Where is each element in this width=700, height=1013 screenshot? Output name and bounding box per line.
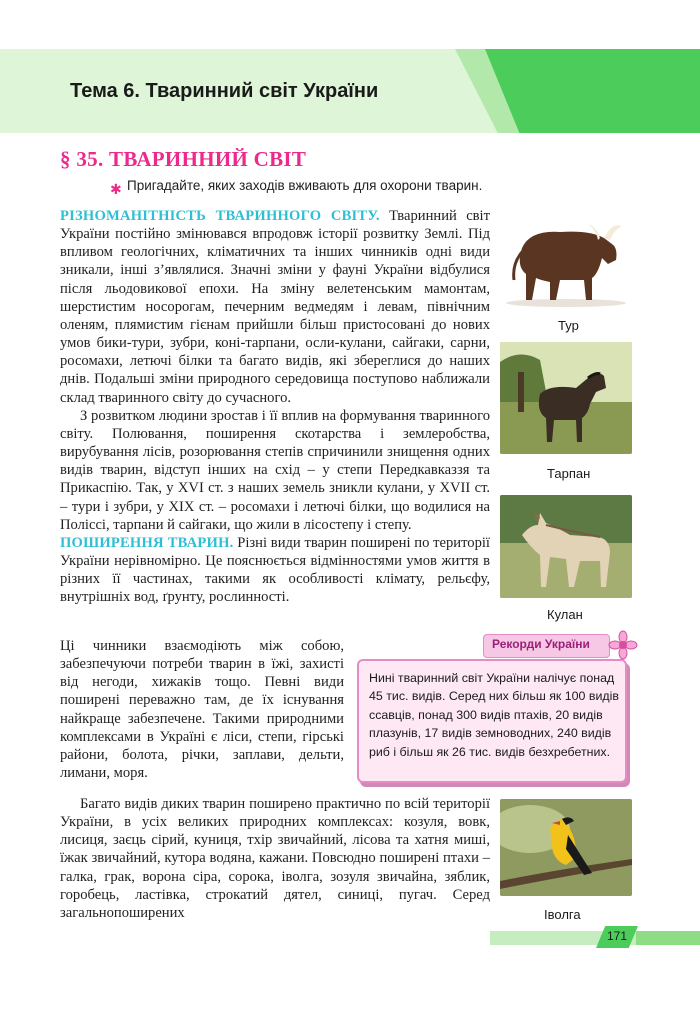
aurochs-image xyxy=(500,208,632,308)
main-text-column xyxy=(60,207,490,606)
heading-diversity: РІЗНОМАНІТНІСТЬ ТВАРИННОГО СВІТУ. xyxy=(60,208,380,224)
topic-title: Тема 6. Тваринний світ України xyxy=(70,80,379,102)
narrow-text-column xyxy=(60,637,344,782)
flower-icon xyxy=(608,630,638,660)
paragraph-distribution-body: Різні види тварин поширені по території України нерівномірно. Це пояснюється відмінностями умов життя в різних її частинах, такими як особливості клімату, рельєфу, внутрішніх вод, ґрунту, рослинності. xyxy=(60,534,490,606)
section-title: § 35. ТВАРИННИЙ СВІТ xyxy=(60,147,307,171)
kulan-image xyxy=(500,495,632,598)
caption-aurochs: Тур xyxy=(558,318,579,333)
records-text: Нині тваринний світ України налічує понад 45 тис. видів. Серед них більш як 100 видів ссавців, понад 300 видів птахів, 20 видів плазунів, 17 видів земноводних, 240 видів риб і більш як 26 тис. видів безхребетних. xyxy=(369,671,619,759)
tarpan-image xyxy=(500,342,632,454)
paragraph-widespread: Багато видів диких тварин поширено практично по всій території України, в усіх великих природних комплексах: козуля, вовк, лисиця, заєць сірий, куниця, тхір звичайний, лісова та хатня миші, їжак звичайний, кутора водяна, кажани. Повсюдно поширені птахи – галка, грак, ворона сіра, сорока, іволга, зозуля звичайна, зяблик, горобець, ластівка, строкатий дятел, синиці, пугач. Серед загальнопоширених xyxy=(60,796,490,921)
recall-prompt: Пригадайте, яких заходів вживають для охорони тварин. xyxy=(127,178,483,193)
page-number: 171 xyxy=(606,929,628,943)
paragraph-human-impact: З розвитком людини зростав і її вплив на формування тваринного світу. Полювання, поширення скотарства і землеробства, вирубування лісів, розорювання степів спричинили знищення одних видів тварин, відступ інших на схід – у степи Передкавказзя та Прикаспію. Так, у XVI ст. з наших земель зникли кулани, у XVII ст. – тури і зубри, у XIX ст. – росомахи і летючі білки, що водилися на Поліссі, тарпани й сайгаки, що жили в лісостепу і степу. xyxy=(60,407,490,533)
oriole-image xyxy=(500,799,632,896)
paragraph-diversity xyxy=(60,207,490,407)
paragraph-diversity-body: Тваринний світ України постійно змінювався впродовж історії розвитку Землі. Під впливом геологічних, кліматичних та інших чинників одні види зникали, інші з’являлися. Значні зміни у фауні України відбулися після льодовикової епохи. На зміну велетенським мамонтам, шерстистим носорогам, печерним ведмедям і левам, північним оленям, плямистим гієнам прийшли більш пристосовані до нових умов бики-тури, зубри, коні-тарпани, осли-кулани, сайгаки, сарни, росомахи, летючі білки та багато видів, які збереглися до наших днів. Подальші зміни природного середовища поступово наближали склад тваринного світу до сучасного. xyxy=(60,208,490,406)
bullet-icon: ✱ xyxy=(110,183,122,198)
caption-tarpan: Тарпан xyxy=(547,466,591,481)
caption-kulan: Кулан xyxy=(547,607,583,622)
caption-oriole: Іволга xyxy=(544,907,581,922)
bottom-text-column xyxy=(60,795,490,922)
records-label: Рекорди України xyxy=(492,637,590,651)
footer-bar-accent xyxy=(636,931,700,945)
paragraph-distribution-cont: Ці чинники взаємодіють між собою, забезпечуючи потреби тварин в їжі, захисті від негоди, хижаків тощо. Певні види поширені переважно там, де їх існування найкраще забезпечене. Такими природними комплексами в Україні є ліси, степи, гірські райони, болота, річки, заплави, дельти, лимани, моря. xyxy=(60,638,344,782)
paragraph-distribution xyxy=(60,534,490,607)
heading-distribution: ПОШИРЕННЯ ТВАРИН. xyxy=(60,534,234,551)
header-accent-block xyxy=(485,49,700,133)
